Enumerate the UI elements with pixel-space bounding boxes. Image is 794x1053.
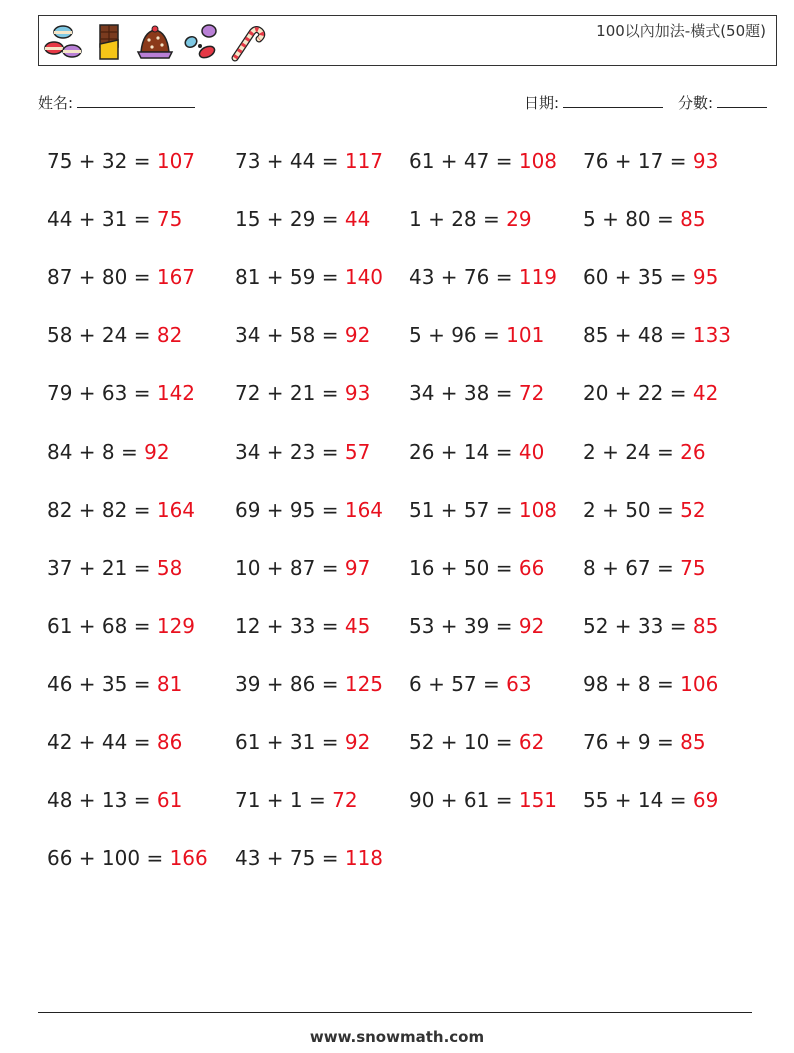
problem-item (583, 730, 706, 754)
problem-question: 55 + 14 = (583, 788, 693, 813)
problem-item (409, 498, 557, 522)
problem-item (583, 323, 731, 347)
worksheet-header (38, 15, 777, 66)
problem-answer: 108 (518, 149, 558, 173)
problem-answer: 72 (518, 381, 545, 406)
problem-answer: 85 (692, 613, 719, 638)
problem-item (583, 788, 718, 812)
name-blank[interactable] (77, 93, 195, 108)
problem-item (583, 672, 718, 696)
problem-item (409, 672, 532, 696)
problem-answer: 101 (506, 323, 545, 348)
problem-question: 61 + 47 = (409, 149, 519, 173)
problem-question: 51 + 57 = (409, 497, 519, 522)
problem-answer: 119 (518, 265, 558, 290)
problem-question: 71 + 1 = (235, 788, 333, 813)
problem-item (409, 323, 544, 347)
problem-question: 98 + 8 = (583, 671, 681, 696)
problem-item (235, 672, 383, 696)
problem-question: 1 + 28 = (409, 207, 507, 232)
worksheet-title: 100以內加法-橫式(50題) (596, 22, 766, 40)
problem-item (47, 788, 182, 812)
problem-item (409, 788, 557, 812)
problem-answer: 108 (518, 497, 558, 522)
problem-answer: 129 (156, 613, 196, 638)
problem-answer: 61 (156, 788, 183, 813)
problem-item (235, 149, 383, 173)
problem-question: 43 + 75 = (235, 846, 345, 871)
problem-item (235, 498, 383, 522)
problem-answer: 69 (692, 788, 719, 813)
problem-answer: 107 (156, 149, 196, 173)
score-label: 分數: (678, 94, 714, 112)
problem-item (583, 498, 706, 522)
problem-item (409, 265, 557, 289)
problem-question: 43 + 76 = (409, 265, 519, 290)
problem-question: 81 + 59 = (235, 265, 345, 290)
problem-item (409, 381, 544, 405)
problem-item (47, 614, 195, 638)
problem-question: 79 + 63 = (47, 381, 157, 406)
problem-question: 37 + 21 = (47, 555, 157, 580)
chocolate-bar-icon (89, 22, 129, 62)
problem-item (235, 381, 370, 405)
date-label: 日期: (524, 94, 560, 112)
problem-item (235, 440, 370, 464)
problem-question: 5 + 96 = (409, 323, 507, 348)
problem-answer: 42 (692, 381, 719, 406)
problem-item (235, 556, 370, 580)
problem-question: 10 + 87 = (235, 555, 345, 580)
problem-question: 61 + 68 = (47, 613, 157, 638)
footer-website: www.snowmath.com (309, 1028, 485, 1046)
footer-divider (38, 1012, 752, 1013)
problem-question: 46 + 35 = (47, 671, 157, 696)
problem-answer: 75 (680, 555, 706, 580)
problem-item (583, 614, 718, 638)
candy-cane-icon (227, 22, 267, 62)
problem-question: 39 + 86 = (235, 671, 345, 696)
problem-answer: 92 (344, 730, 371, 754)
problem-item (583, 207, 706, 231)
problem-item (235, 788, 358, 812)
problem-answer: 45 (344, 613, 371, 638)
problem-question: 53 + 39 = (409, 613, 519, 638)
problem-answer: 63 (506, 671, 532, 696)
problem-question: 76 + 17 = (583, 149, 693, 173)
problem-answer: 26 (680, 439, 706, 464)
problem-answer: 93 (692, 149, 719, 173)
problem-question: 60 + 35 = (583, 265, 693, 290)
problem-answer: 142 (156, 381, 196, 406)
problem-item (47, 672, 182, 696)
header-icons (43, 22, 267, 62)
problem-question: 85 + 48 = (583, 323, 693, 348)
problem-question: 8 + 67 = (583, 555, 681, 580)
name-label: 姓名: (38, 94, 74, 112)
problem-answer: 117 (344, 149, 384, 173)
problem-answer: 81 (156, 671, 183, 696)
problem-question: 15 + 29 = (235, 207, 345, 232)
problem-question: 76 + 9 = (583, 730, 681, 754)
problem-question: 82 + 82 = (47, 497, 157, 522)
problem-answer: 40 (518, 439, 545, 464)
problem-answer: 58 (156, 555, 183, 580)
problem-item (409, 440, 544, 464)
problem-item (235, 265, 383, 289)
problem-question: 42 + 44 = (47, 730, 157, 754)
problem-item (47, 149, 195, 173)
problem-item (47, 440, 170, 464)
problem-item (409, 556, 544, 580)
problem-answer: 93 (344, 381, 371, 406)
problem-question: 34 + 58 = (235, 323, 345, 348)
problem-answer: 92 (518, 613, 545, 638)
score-blank[interactable] (717, 93, 767, 108)
problem-answer: 167 (156, 265, 196, 290)
problem-question: 12 + 33 = (235, 613, 345, 638)
problem-item (47, 498, 195, 522)
problem-answer: 164 (344, 497, 384, 522)
problem-answer: 82 (156, 323, 183, 348)
problem-question: 75 + 32 = (47, 149, 157, 173)
problem-answer: 62 (518, 730, 545, 754)
name-field (38, 92, 195, 113)
problem-answer: 125 (344, 671, 384, 696)
problem-answer: 75 (156, 207, 183, 232)
problem-answer: 66 (518, 555, 545, 580)
problem-item (409, 149, 557, 173)
problem-answer: 151 (518, 788, 558, 813)
date-blank[interactable] (563, 93, 663, 108)
problem-item (583, 556, 706, 580)
problem-answer: 140 (344, 265, 384, 290)
problem-question: 73 + 44 = (235, 149, 345, 173)
problem-item (47, 556, 182, 580)
problem-item (47, 323, 182, 347)
problem-question: 61 + 31 = (235, 730, 345, 754)
problem-item (47, 846, 208, 870)
problem-question: 2 + 50 = (583, 497, 681, 522)
problem-answer: 95 (692, 265, 719, 290)
problem-item (409, 614, 544, 638)
problem-question: 52 + 10 = (409, 730, 519, 754)
problem-question: 26 + 14 = (409, 439, 519, 464)
problem-item (47, 207, 182, 231)
problem-answer: 92 (144, 439, 170, 464)
problem-item (47, 730, 182, 754)
problem-answer: 72 (332, 788, 358, 813)
problem-answer: 29 (506, 207, 532, 232)
date-field (524, 92, 663, 113)
problem-item (235, 730, 370, 754)
candies-icon (181, 22, 221, 62)
problem-question: 34 + 38 = (409, 381, 519, 406)
problem-question: 34 + 23 = (235, 439, 345, 464)
problem-item (47, 265, 195, 289)
problem-item (583, 381, 718, 405)
problem-question: 58 + 24 = (47, 323, 157, 348)
problem-answer: 86 (156, 730, 183, 754)
problem-item (409, 730, 544, 754)
problem-question: 84 + 8 = (47, 439, 145, 464)
problem-answer: 106 (680, 671, 719, 696)
problem-question: 69 + 95 = (235, 497, 345, 522)
problem-answer: 166 (169, 846, 208, 871)
problem-item (583, 440, 706, 464)
problem-question: 5 + 80 = (583, 207, 681, 232)
problem-answer: 85 (680, 730, 706, 754)
problem-question: 66 + 100 = (47, 846, 170, 871)
problem-question: 2 + 24 = (583, 439, 681, 464)
problem-question: 87 + 80 = (47, 265, 157, 290)
problem-item (235, 614, 370, 638)
problem-answer: 118 (344, 846, 384, 871)
macaron-icon (43, 22, 83, 62)
problem-answer: 164 (156, 497, 196, 522)
problem-answer: 133 (692, 323, 732, 348)
problem-item (235, 846, 383, 870)
problem-answer: 85 (680, 207, 706, 232)
problem-item (409, 207, 532, 231)
problem-question: 20 + 22 = (583, 381, 693, 406)
problem-item (583, 265, 718, 289)
problem-item (47, 381, 195, 405)
problem-question: 52 + 33 = (583, 613, 693, 638)
problem-question: 90 + 61 = (409, 788, 519, 813)
problem-question: 6 + 57 = (409, 671, 507, 696)
problem-item (583, 149, 718, 173)
problem-answer: 97 (344, 555, 371, 580)
problem-item (235, 323, 370, 347)
problem-answer: 44 (344, 207, 371, 232)
problem-answer: 92 (344, 323, 371, 348)
problem-answer: 52 (680, 497, 706, 522)
problem-item (235, 207, 370, 231)
cake-icon (135, 22, 175, 62)
problem-question: 72 + 21 = (235, 381, 345, 406)
problem-answer: 57 (344, 439, 371, 464)
problem-question: 48 + 13 = (47, 788, 157, 813)
score-field (678, 92, 767, 113)
problem-question: 16 + 50 = (409, 555, 519, 580)
problem-question: 44 + 31 = (47, 207, 157, 232)
